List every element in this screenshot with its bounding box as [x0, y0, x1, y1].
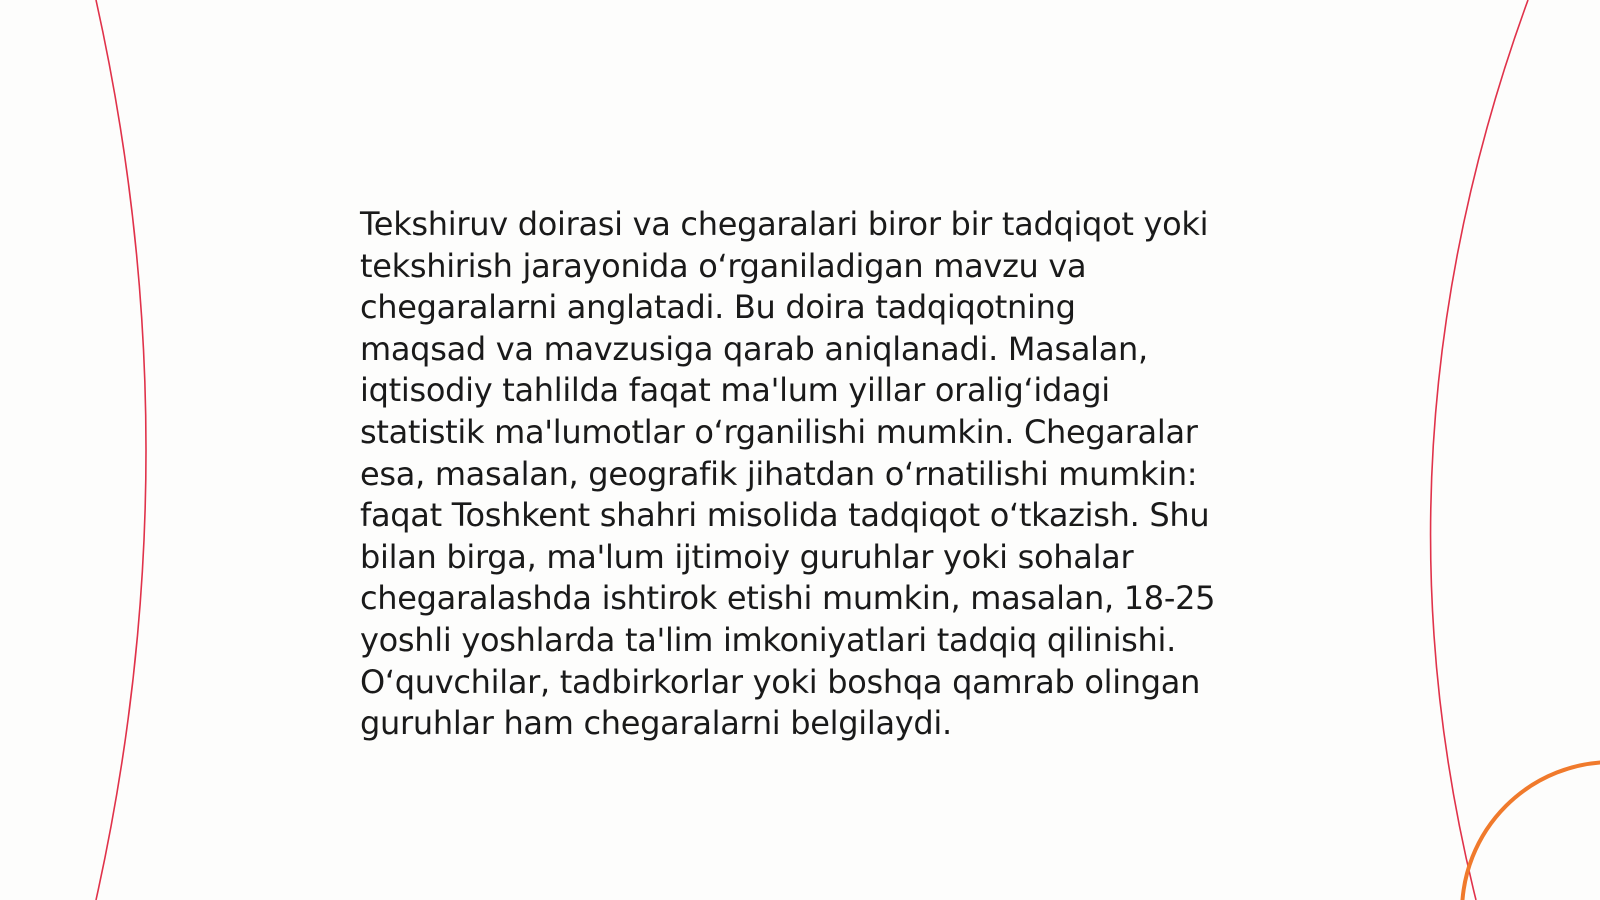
body-paragraph: Tekshiruv doirasi va chegaralari biror bir tadqiqot yoki tekshirish jarayonida o‘rganiladigan mavzu va chegaralarni anglatadi. Bu doira tadqiqotning maqsad va mavzusiga qarab aniqlanadi. Masalan, iqtisodiy tahlilda faqat ma'lum yillar oralig‘idagi statistik ma'lumotlar o‘rganilishi mumkin. Chegaralar esa, masalan, geografik jihatdan o‘rnatilishi mumkin: faqat Toshkent shahri misolida tadqiqot o‘tkazish. Shu bilan birga, ma'lum ijtimoiy guruhlar yoki sohalar chegaralashda ishtirok etishi mumkin, masalan, 18-25 yoshli yoshlarda ta'lim imkoniyatlari tadqiq qilinishi. O‘quvchilar, tadbirkorlar yoki boshqa qamrab olingan guruhlar ham chegaralarni belgilaydi. — [360, 205, 1216, 743]
right-arc-curve — [1431, 0, 1528, 900]
orange-ring-shape — [1462, 762, 1600, 900]
left-arc-curve — [96, 0, 146, 900]
